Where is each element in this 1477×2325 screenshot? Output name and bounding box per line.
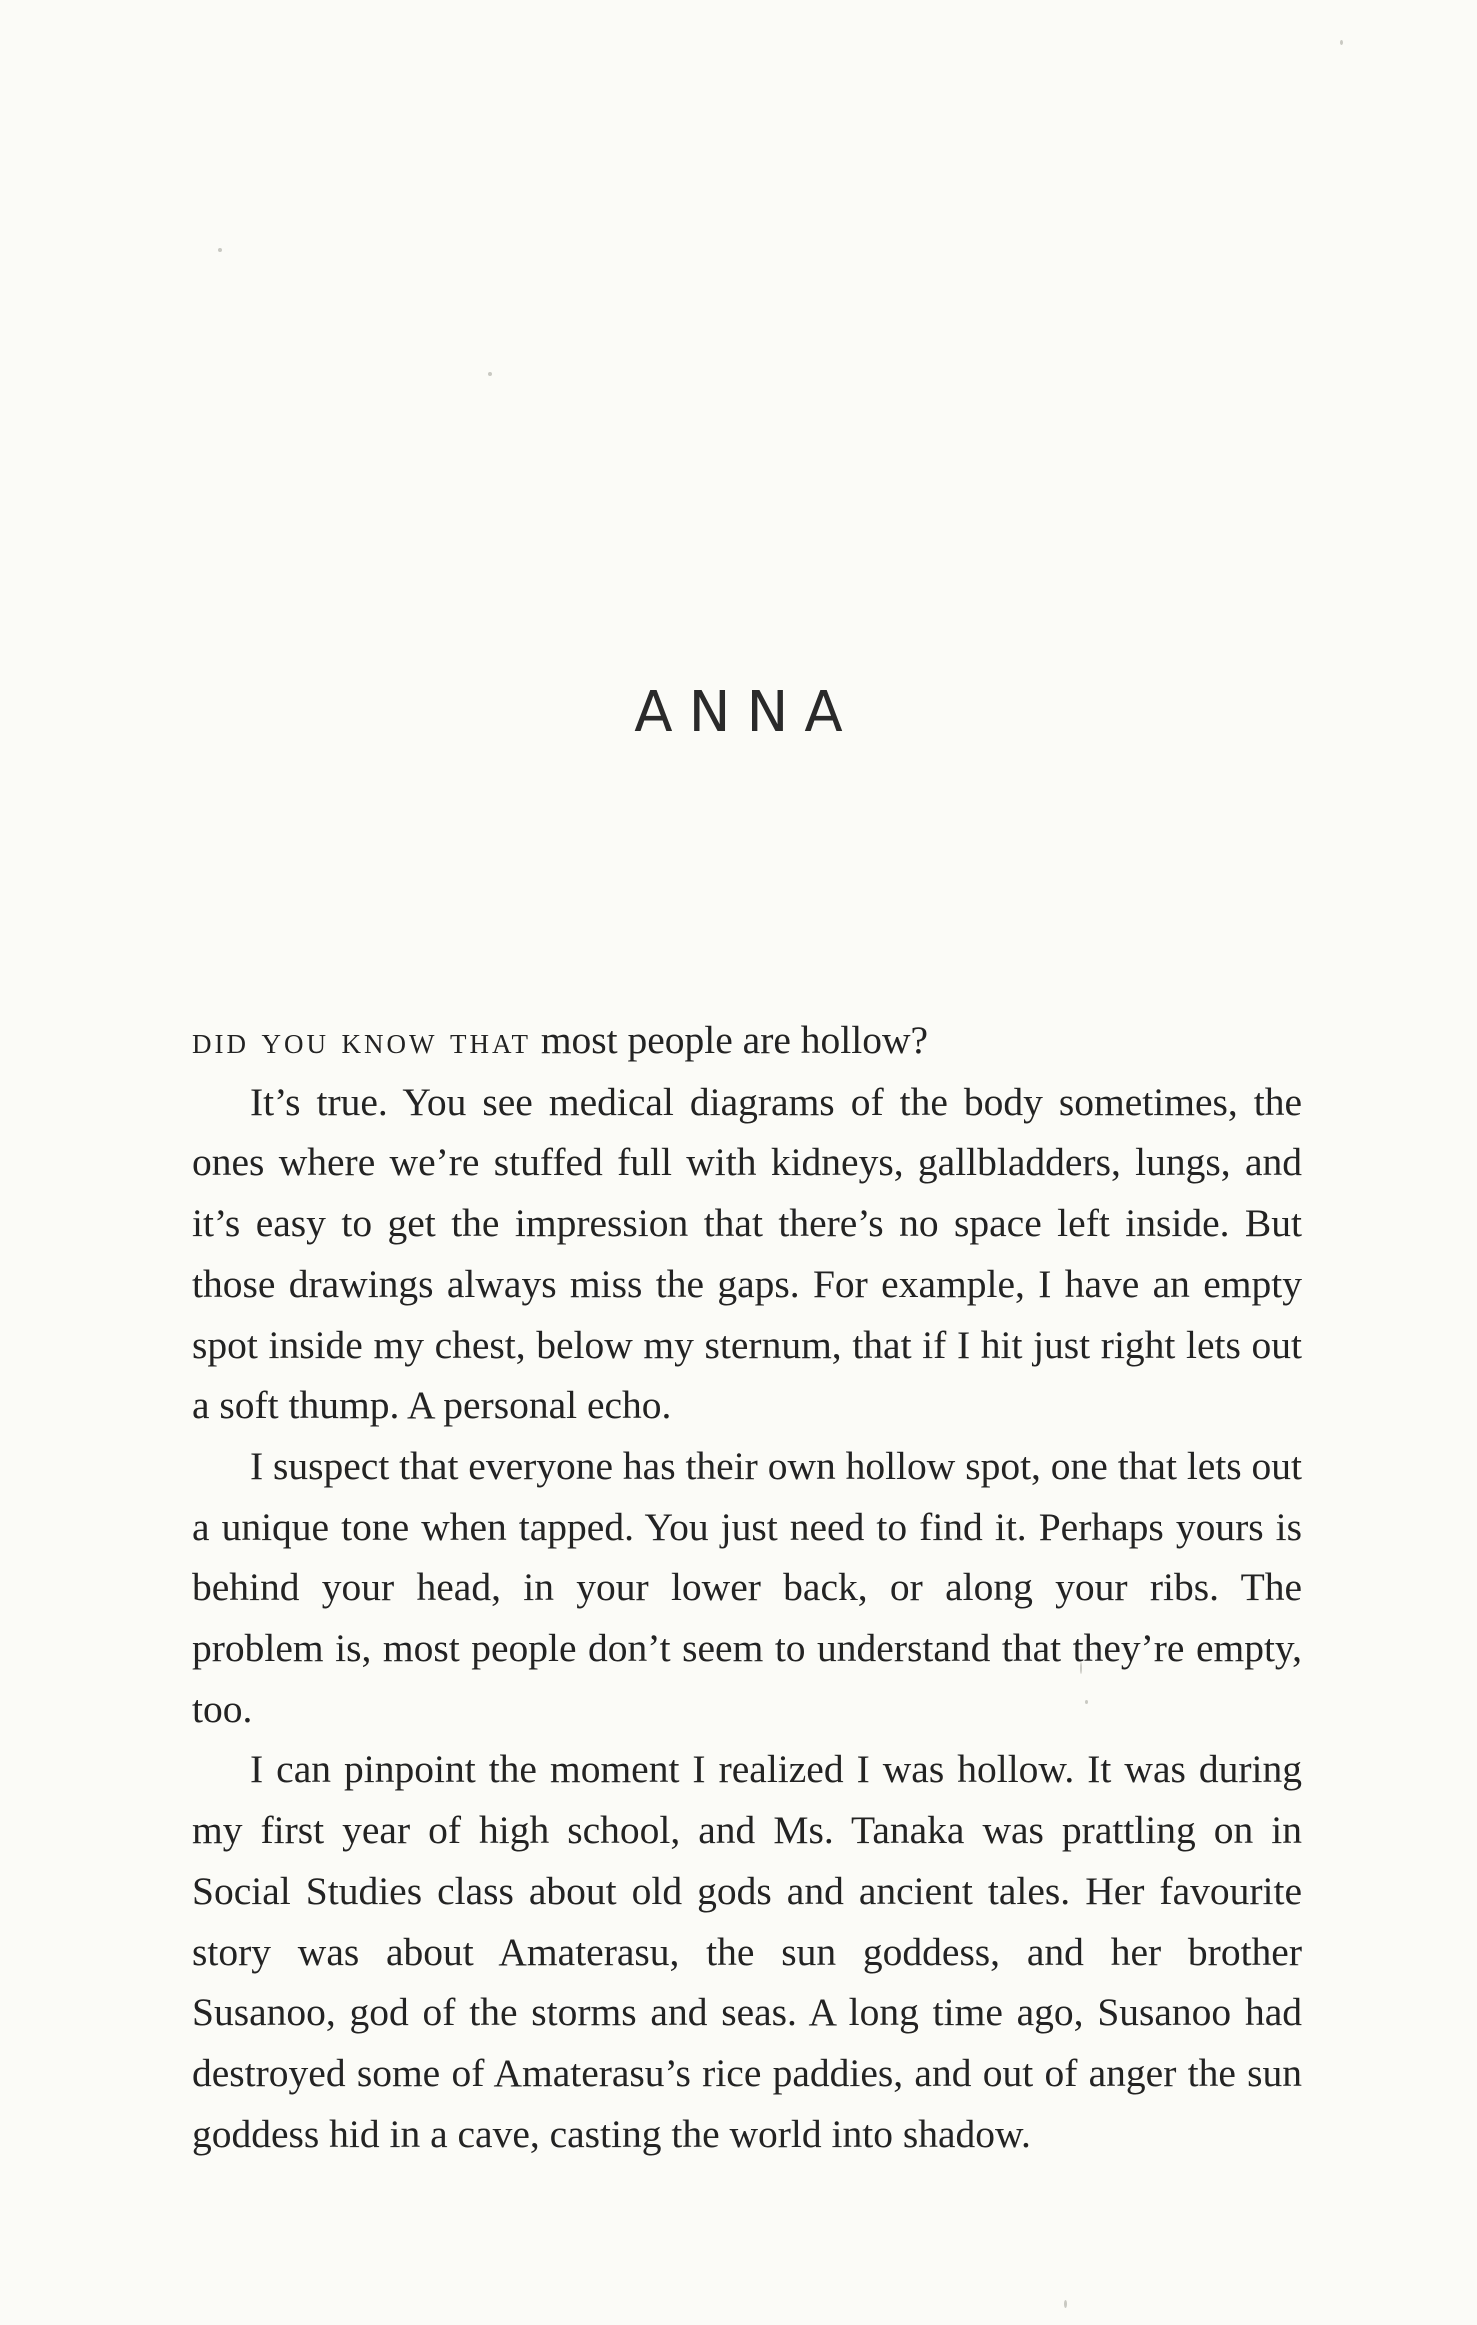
opening-paragraph: [192, 1010, 1302, 1072]
opening-smallcaps: did you know that: [192, 1020, 531, 1062]
paragraph-amaterasu: I can pinpoint the moment I realized I was hollow. It was during my first year of high school, and Ms. Tanaka was prattling on in Social Studies class about old gods and ancient tales. Her favourite story was about Amaterasu, the sun goddess, and her brother Susanoo, god of the storms and seas. A long time ago, Susanoo had destroyed some of Amaterasu’s rice paddies, and out of anger the sun goddess hid in a cave, casting the world into shadow.: [192, 1747, 1302, 2156]
opening-rest: most people are hollow?: [530, 1018, 929, 1062]
chapter-body: [192, 1010, 1302, 2164]
paragraph-hollow-spot: I suspect that everyone has their own hollow spot, one that lets out a unique tone when tapped. You just need to find it. Perhaps yours is behind your head, in your lower back, or along your ribs. The problem is, most people don’t seem to understand that they’re empty, too.: [192, 1443, 1303, 1731]
paragraph-medical-diagrams: It’s true. You see medical diagrams of the body sometimes, the ones where we’re stuffed full with kidneys, gallbladders, lungs, and it’s easy to get the impression that there’s no space left inside. But those drawings always miss the gaps. For example, I have an empty spot inside my chest, below my sternum, that if I hit just right lets out a soft thump. A personal echo.: [192, 1079, 1302, 1428]
chapter-title: ANNA: [634, 680, 859, 745]
